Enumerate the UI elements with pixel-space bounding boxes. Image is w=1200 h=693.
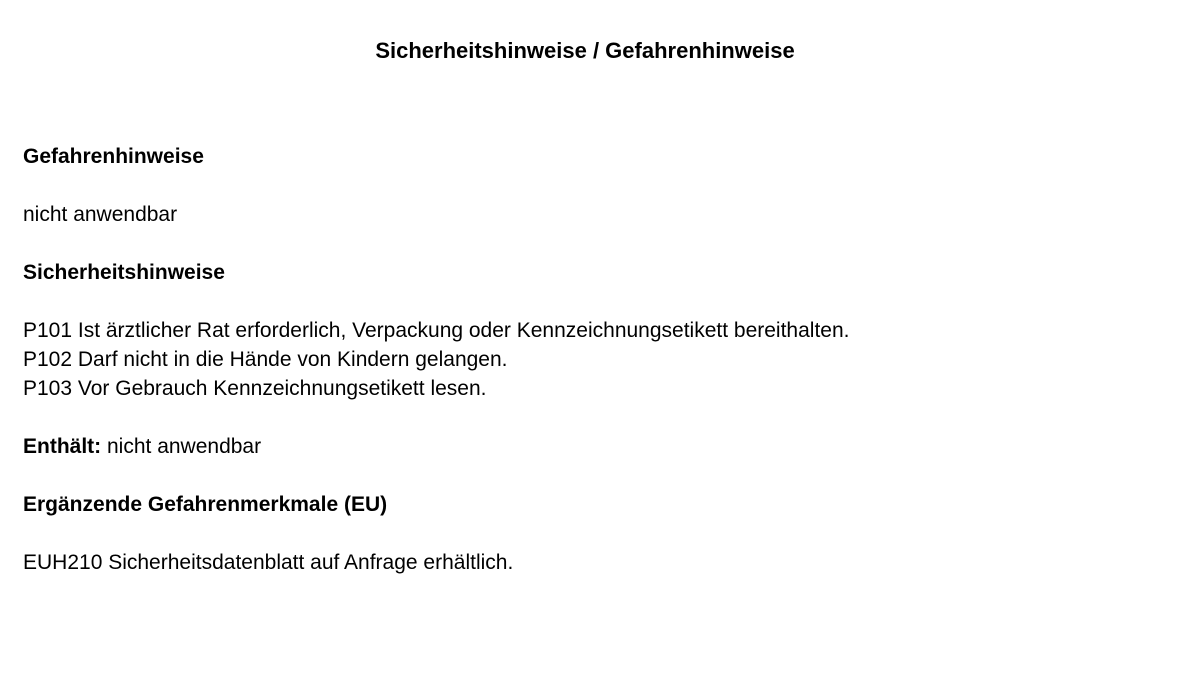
precaution-statement-p102: P102 Darf nicht in die Hände von Kindern gelangen. (23, 348, 508, 371)
document-title: Sicherheitshinweise / Gefahrenhinweise (375, 38, 795, 63)
hazard-text: nicht anwendbar (23, 203, 178, 226)
precaution-heading: Sicherheitshinweise (23, 261, 225, 284)
precaution-statements (23, 316, 1173, 403)
document-body (23, 142, 1173, 606)
precaution-statement-p101: P101 Ist ärztlicher Rat erforderlich, Verpackung oder Kennzeichnungsetikett bereithalten. (23, 319, 850, 342)
contains-value: nicht anwendbar (107, 435, 262, 458)
precaution-statement-p103: P103 Vor Gebrauch Kennzeichnungsetikett lesen. (23, 377, 487, 400)
contains-line (23, 432, 1173, 461)
supplemental-text: EUH210 Sicherheitsdatenblatt auf Anfrage erhältlich. (23, 551, 514, 574)
hazard-heading: Gefahrenhinweise (23, 145, 204, 168)
contains-label: Enthält: (23, 435, 102, 458)
supplemental-heading: Ergänzende Gefahrenmerkmale (EU) (23, 493, 388, 516)
